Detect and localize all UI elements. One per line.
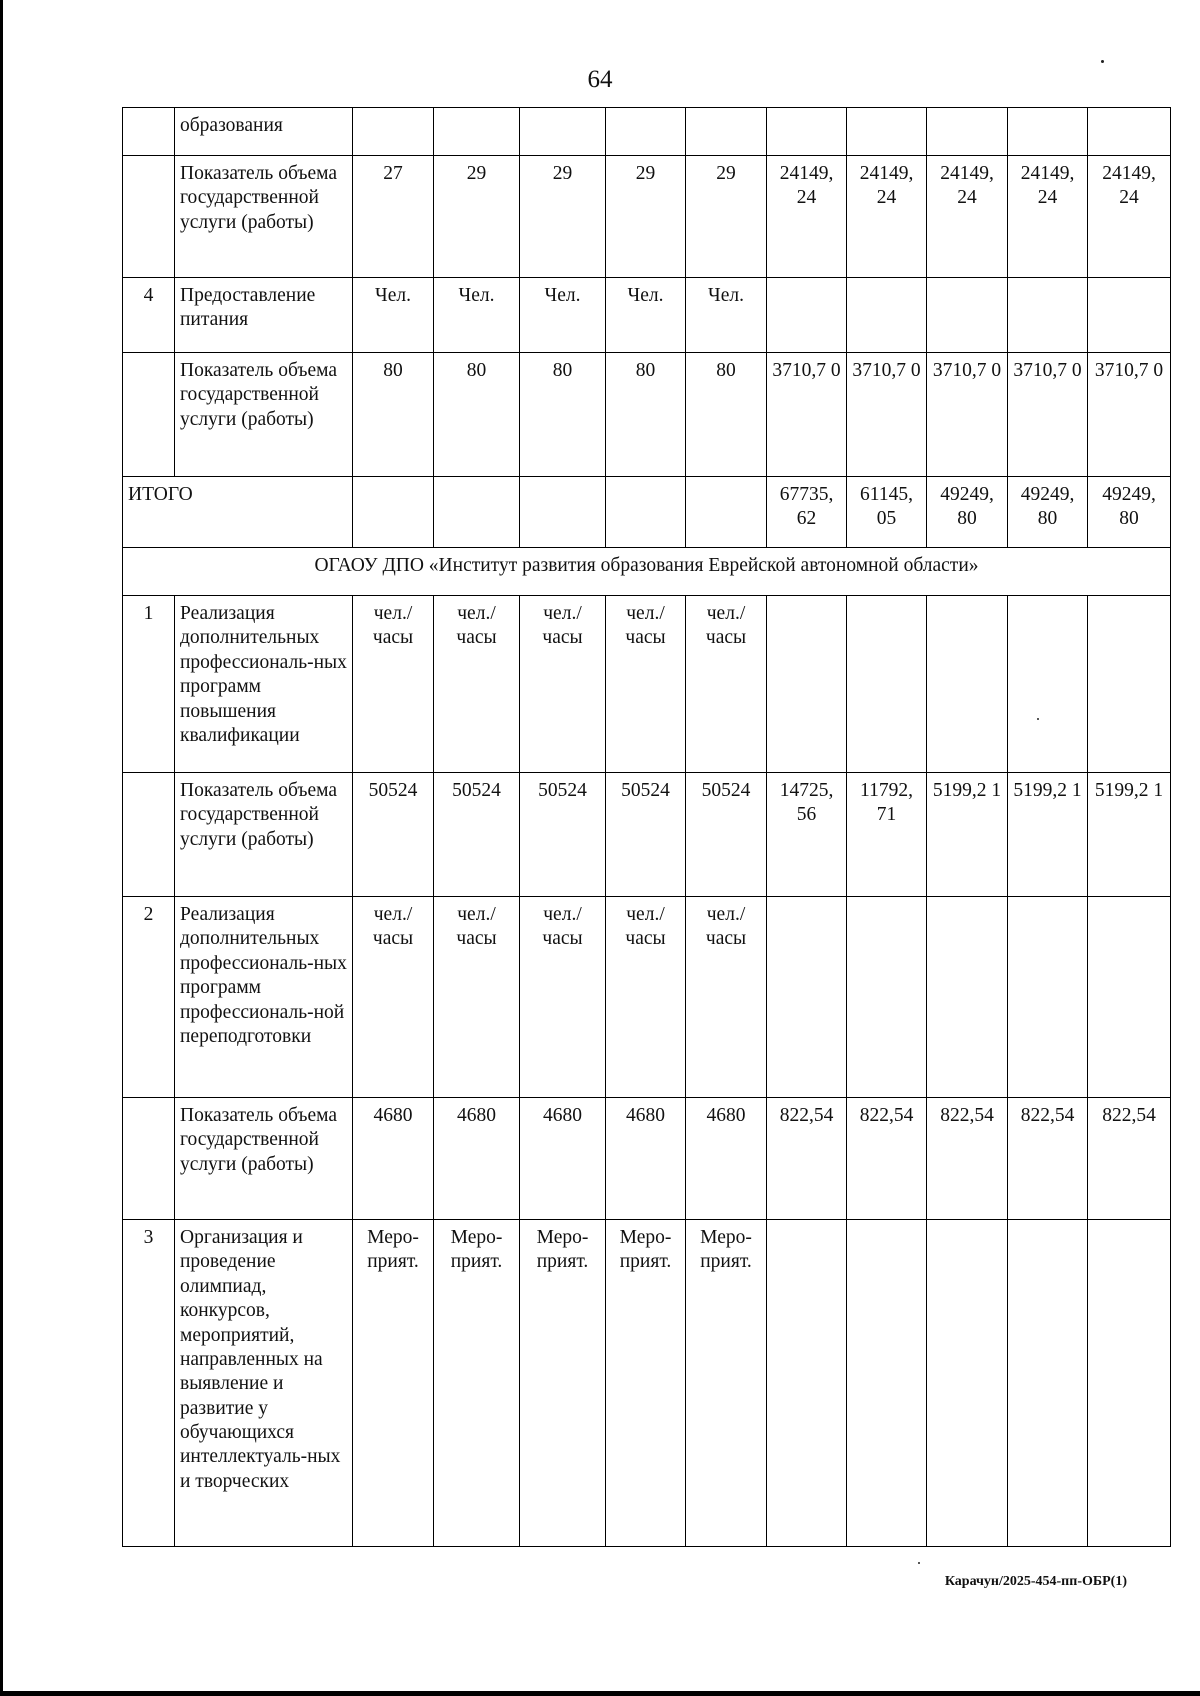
scan-bottom-edge [0,1691,1200,1696]
row-number-cell: 2 [123,897,175,1098]
total-cost-cell: 67735, 62 [767,477,847,548]
service-name-cell: Реализация дополнительных профессиональ-ных программ профессиональ-ной переподготовки [175,897,353,1098]
cost-cell: 822,54 [1008,1098,1088,1220]
unit-cell: чел./ часы [353,596,434,773]
scan-speck [918,1562,920,1564]
unit-cell: Меро-прият. [606,1220,686,1547]
unit-cell: Чел. [686,278,767,353]
cost-cell: 822,54 [767,1098,847,1220]
row-number-cell: 1 [123,596,175,773]
scan-left-edge [0,0,3,1696]
row-number-cell: 3 [123,1220,175,1547]
unit-cell: чел./ часы [353,897,434,1098]
table-row [123,278,1171,353]
volume-cell: 80 [520,353,606,477]
cost-cell: 822,54 [1088,1098,1171,1220]
unit-cell: Меро-прият. [686,1220,767,1547]
table-row [123,897,1171,1098]
total-cost-cell: 49249, 80 [1088,477,1171,548]
total-row [123,477,1171,548]
scan-speck [1101,60,1104,63]
cost-cell: 24149, 24 [927,156,1008,278]
cost-cell: 3710,7 0 [1088,353,1171,477]
table-row [123,1098,1171,1220]
total-cost-cell: 49249, 80 [927,477,1008,548]
cost-cell: 3710,7 0 [1008,353,1088,477]
unit-cell: чел./ часы [434,596,520,773]
cost-cell: 24149, 24 [767,156,847,278]
volume-cell: 50524 [434,773,520,897]
cost-cell: 5199,2 1 [1008,773,1088,897]
volume-cell: 29 [686,156,767,278]
table-row [123,108,1171,156]
volume-cell: 4680 [520,1098,606,1220]
unit-cell: Чел. [520,278,606,353]
volume-cell: 4680 [606,1098,686,1220]
volume-cell: 29 [520,156,606,278]
volume-cell: 80 [434,353,520,477]
cost-cell: 822,54 [927,1098,1008,1220]
page-number: 64 [587,66,613,93]
cost-cell: 24149, 24 [1088,156,1171,278]
organization-header-row [123,548,1171,596]
cost-cell: 5199,2 1 [1088,773,1171,897]
table-row [123,156,1171,278]
service-name-cell: Организация и проведение олимпиад, конкурсов, мероприятий, направленных на выявление и развитие у обучающихся интеллектуаль-ных и творческих [175,1220,353,1547]
row-number-cell: 4 [123,278,175,353]
table-row [123,353,1171,477]
volume-cell: 50524 [686,773,767,897]
unit-cell: чел./ часы [520,596,606,773]
indicator-name-cell: Показатель объема государственной услуги (работы) [175,156,353,278]
volume-cell: 80 [606,353,686,477]
total-cost-cell: 49249, 80 [1008,477,1088,548]
cost-cell: 5199,2 1 [927,773,1008,897]
volume-cell: 4680 [686,1098,767,1220]
unit-cell: Меро-прият. [434,1220,520,1547]
total-cost-cell: 61145, 05 [847,477,927,548]
volume-cell: 27 [353,156,434,278]
indicator-name-cell: Показатель объема государственной услуги (работы) [175,1098,353,1220]
indicator-name-cell: Показатель объема государственной услуги (работы) [175,353,353,477]
indicator-name-cell: Показатель объема государственной услуги (работы) [175,773,353,897]
cost-cell: 24149, 24 [1008,156,1088,278]
cost-cell: 822,54 [847,1098,927,1220]
volume-cell: 80 [686,353,767,477]
service-name-cell: образования [175,108,353,156]
volume-cell: 4680 [434,1098,520,1220]
service-name-cell: Предоставление питания [175,278,353,353]
unit-cell: чел./ часы [686,897,767,1098]
cost-cell: 24149, 24 [847,156,927,278]
volume-cell: 80 [353,353,434,477]
volume-cell: 50524 [520,773,606,897]
cost-cell: 3710,7 0 [767,353,847,477]
volume-cell: 4680 [353,1098,434,1220]
service-name-cell: Реализация дополнительных профессиональ-ных программ повышения квалификации [175,596,353,773]
unit-cell: Меро-прият. [353,1220,434,1547]
cost-cell: 11792, 71 [847,773,927,897]
cost-cell: 14725, 56 [767,773,847,897]
unit-cell: Чел. [434,278,520,353]
volume-cell: 50524 [353,773,434,897]
unit-cell: Чел. [353,278,434,353]
unit-cell: чел./ часы [606,596,686,773]
unit-cell: чел./ часы [434,897,520,1098]
table-row [123,1220,1171,1547]
table-row [123,596,1171,773]
cost-cell: 3710,7 0 [927,353,1008,477]
document-registration-code: Карачун/2025-454-пп-ОБР(1) [944,1574,1127,1589]
total-label: ИТОГО [123,477,353,548]
volume-cell: 29 [606,156,686,278]
cost-cell: 3710,7 0 [847,353,927,477]
volume-cell: 50524 [606,773,686,897]
unit-cell: Чел. [606,278,686,353]
budget-table [122,107,1171,1547]
unit-cell: Меро-прият. [520,1220,606,1547]
row-number-cell [123,108,175,156]
table-row [123,773,1171,897]
unit-cell: чел./ часы [520,897,606,1098]
unit-cell: чел./ часы [606,897,686,1098]
unit-cell: чел./ часы [686,596,767,773]
organization-header: ОГАОУ ДПО «Институт развития образования Еврейской автономной области» [123,548,1171,596]
volume-cell: 29 [434,156,520,278]
